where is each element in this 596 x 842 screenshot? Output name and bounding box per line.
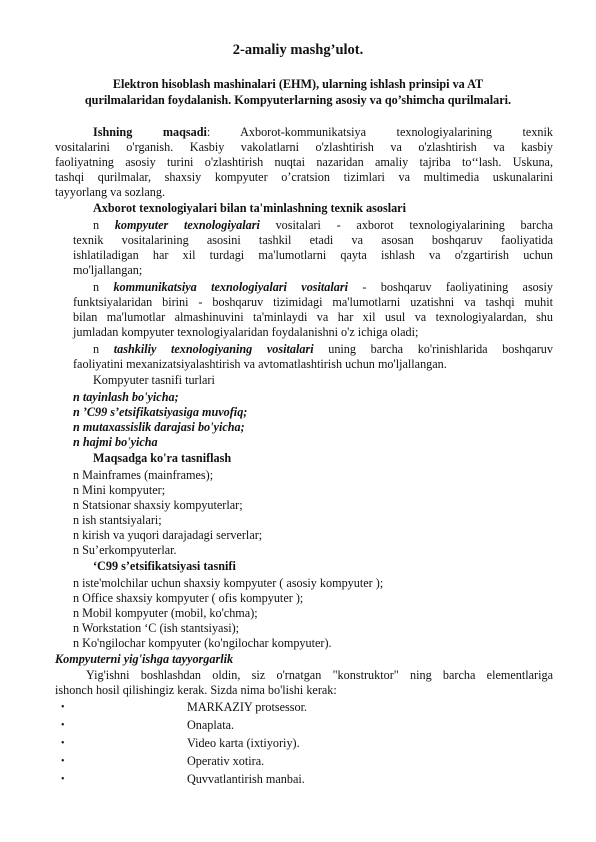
aim-line-5: tayyorlang va sozlang. (55, 185, 165, 199)
spec-item: n Office shaxsiy kompyuter ( ofis kompyuter ); (73, 591, 304, 605)
purpose-item: n Statsionar shaxsiy kompyuterlar; (73, 498, 243, 512)
p1-line-1-text: vositalari - axborot texnologiyalarining barcha (259, 218, 554, 232)
p2-line-1 (93, 280, 553, 295)
p2-marker: n (93, 280, 100, 294)
aim-line-3: faoliyatning asosiy turini o'zlashtirish nuqtai nazaridan amaliy tajriba to‘‘lash. Uskuna, (55, 155, 553, 169)
aim-line-4: tashqi qurilmalar, shaxsiy kompyuter o’cratsion tizimlari va multimedia uskunalarini (55, 170, 553, 184)
part-item: MARKAZIY protsessor. (187, 700, 308, 714)
bullet-icon: • (61, 774, 65, 785)
spec-item: n iste'molchilar uchun shaxsiy kompyuter ( asosiy kompyuter ); (73, 576, 384, 590)
subtitle-line-2: qurilmalaridan foydalanish. Kompyuterlarning asosiy va qo’shimcha qurilmalari. (84, 93, 512, 107)
classification-item: n mutaxassislik darajasi bo'yicha; (73, 420, 245, 434)
section-heading-tech-basics: Axborot texnologiyalari bilan ta'minlashning texnik asoslari (93, 201, 406, 215)
purpose-item: n Su’erkompyuterlar. (73, 543, 177, 557)
aim-label: Ishning maqsadi (93, 125, 207, 139)
prep-heading: Kompyuterni yig'ishga tayyorgarlik (55, 652, 234, 666)
spec-heading: ‘C99 s’etsifikatsiyasi tasnifi (93, 559, 236, 573)
bullet-icon: • (61, 720, 65, 731)
spec-item: n Workstation ‘C (ish stantsiyasi); (73, 621, 240, 635)
p3-line-1 (93, 342, 553, 357)
spec-item: n Ko'ngilochar kompyuter (ko'ngilochar kompyuter). (73, 636, 332, 650)
purpose-item: n Mini kompyuter; (73, 483, 166, 497)
p1-term: kompyuter texnologiyalari (114, 218, 260, 232)
aim-line-1-text: : Axborot-kommunikatsiya texnologiyalarining texnik (206, 125, 553, 139)
bullet-icon: • (61, 702, 65, 713)
p3-line-2: faoliyatini mexanizatsiyalashtirish va avtomatlashtirish uchun mo'ljallangan. (73, 357, 447, 371)
p2-term: kommunikatsiya texnologiyalari vositalari (113, 280, 349, 294)
purpose-item: n kirish va yuqori darajadagi serverlar; (73, 528, 263, 542)
part-item: Operativ xotira. (187, 754, 265, 768)
p1-marker: n (93, 218, 100, 232)
purpose-heading: Maqsadga ko'ra tasniflash (93, 451, 232, 465)
p3-line-1-text: uning barcha ko'rinishlarida boshqaruv (313, 342, 553, 356)
purpose-item: n ish stantsiyalari; (73, 513, 162, 527)
p1-line-1 (93, 218, 553, 233)
p1-line-3: ishlatiladigan har xil turdagi ma'lumotlarni qayta ishlash va o'zgartirish uchun (73, 248, 553, 262)
page-title: 2-amaliy mashg’ulot. (232, 42, 364, 58)
spec-item: n Mobil kompyuter (mobil, ko'chma); (73, 606, 258, 620)
prep-line-2: ishonch hosil qilishingiz kerak. Sizda nima bo'lishi kerak: (55, 683, 337, 697)
p1-line-4: mo'ljallangan; (73, 263, 143, 277)
aim-line-2: vositalarini o'rganish. Kasbiy vakolatlarni o'zlashtirish va o'zlashtirish va kasbiy (55, 140, 553, 154)
p3-marker: n (93, 342, 100, 356)
bullet-icon: • (61, 756, 65, 767)
part-item: Video karta (ixtiyoriy). (187, 736, 300, 750)
classification-item: n tayinlash bo'yicha; (73, 390, 179, 404)
bullet-icon: • (61, 738, 65, 749)
subtitle-line-1: Elektron hisoblash mashinalari (EHM), ularning ishlash prinsipi va AT (112, 77, 484, 91)
p2-line-4: jumladan kompyuter texnologiyalaridan foydalanishni o'z ichiga oladi; (73, 325, 419, 339)
p1-line-2: texnik vositalarining asosini tashkil etadi va asosan boshqaruv faoliyatida (73, 233, 553, 247)
classification-item: n ’C99 s’etsifikatsiyasiga muvofiq; (73, 405, 248, 419)
classification-item: n hajmi bo'yicha (73, 435, 158, 449)
part-item: Quvvatlantirish manbai. (187, 772, 305, 786)
purpose-item: n Mainframes (mainframes); (73, 468, 214, 482)
p2-line-2: funktsiyalaridan birini - boshqaruv tizimidagi ma'lumotlarni uzatishni va tashqi muhit (73, 295, 553, 309)
classification-heading: Kompyuter tasnifi turlari (93, 373, 215, 387)
part-item: Onaplata. (187, 718, 235, 732)
p3-term: tashkiliy texnologiyaning vositalari (113, 342, 314, 356)
prep-line-1: Yig'ishni boshlashdan oldin, siz o'rnatgan "konstruktor" ning barcha elementlariga (86, 668, 553, 682)
p2-line-1-text: - boshqaruv faoliyatining asosiy (348, 280, 554, 294)
p2-line-3: bilan ma'lumotlar almashinuvini ta'minlaydi va har xil usul va texnologiyalardan, shu (73, 310, 553, 324)
aim-line-1 (93, 125, 553, 140)
